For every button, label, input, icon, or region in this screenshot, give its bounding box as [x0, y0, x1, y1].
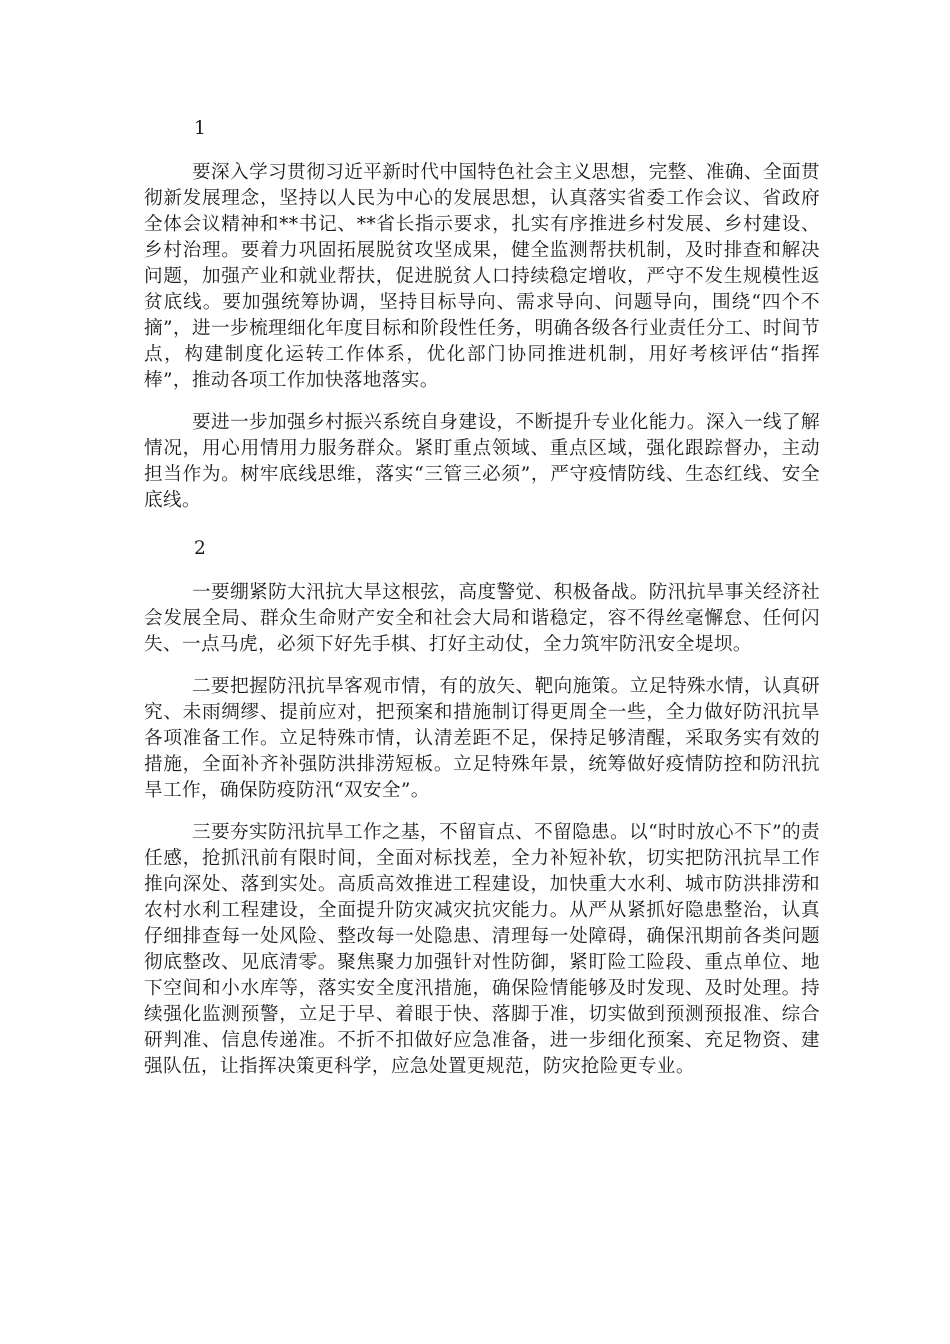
section-number-1: 1	[194, 118, 207, 139]
paragraph-2-3: 三要夯实防汛抗旱工作之基，不留盲点、不留隐患。以“时时放心不下”的责任感，抢抓汛前有限时间，全面对标找差，全力补短补软，切实把防汛抗旱工作推向深处、落到实处。高质高效推进工程建设，加快重大水利、城市防洪排涝和农村水利工程建设，全面提升防灾减灾抗灾能力。从严从紧抓好隐患整治，认真仔细排查每一处风险、整改每一处隐患、清理每一处障碍，确保汛期前各类问题彻底整改、见底清零。聚焦聚力加强针对性防御，紧盯险工险段、重点单位、地下空间和小水库等，落实安全度汛措施，确保险情能够及时发现、及时处理。持续强化监测预警，立足于早、着眼于快、落脚于准，切实做到预测预报准、综合研判准、信息传递准。不折不扣做好应急准备，进一步细化预案、充足物资、建强队伍，让指挥决策更科学，应急处置更规范，防灾抢险更专业。	[144, 822, 820, 1077]
paragraph-2-2: 二要把握防汛抗旱客观市情，有的放矢、靶向施策。立足特殊水情，认真研究、未雨绸缪、提前应对，把预案和措施制订得更周全一些，全力做好防汛抗旱各项准备工作。立足特殊市情，认清差距不足，保持足够清醒，采取务实有效的措施，全面补齐补强防洪排涝短板。立足特殊年景，统筹做好疫情防控和防汛抗旱工作，确保防疫防汛“双安全”。	[144, 676, 820, 801]
paragraph-1-1: 要深入学习贯彻习近平新时代中国特色社会主义思想，完整、准确、全面贯彻新发展理念，坚持以人民为中心的发展思想，认真落实省委工作会议、省政府全体会议精神和**书记、**省长指示要求，扎实有序推进乡村发展、乡村建设、乡村治理。要着力巩固拓展脱贫攻坚成果，健全监测帮扶机制，及时排查和解决问题，加强产业和就业帮扶，促进脱贫人口持续稳定增收，严守不发生规模性返贫底线。要加强统筹协调，坚持目标导向、需求导向、问题导向，围绕“四个不摘”，进一步梳理细化年度目标和阶段性任务，明确各级各行业责任分工、时间节点，构建制度化运转工作体系，优化部门协同推进机制，用好考核评估“指挥棒”，推动各项工作加快落地落实。	[144, 162, 820, 391]
paragraph-1-2: 要进一步加强乡村振兴系统自身建设，不断提升专业化能力。深入一线了解情况，用心用情用力服务群众。紧盯重点领域、重点区域，强化跟踪督办，主动担当作为。树牢底线思维，落实“三管三必须”，严守疫情防线、生态红线、安全底线。	[144, 412, 820, 511]
document-body	[144, 116, 820, 1096]
section-number-2: 2	[194, 538, 207, 559]
paragraph-2-1: 一要绷紧防大汛抗大旱这根弦，高度警觉、积极备战。防汛抗旱事关经济社会发展全局、群众生命财产安全和社会大局和谐稳定，容不得丝毫懈怠、任何闪失、一点马虎，必须下好先手棋、打好主动仗，全力筑牢防汛安全堤坝。	[144, 582, 820, 655]
